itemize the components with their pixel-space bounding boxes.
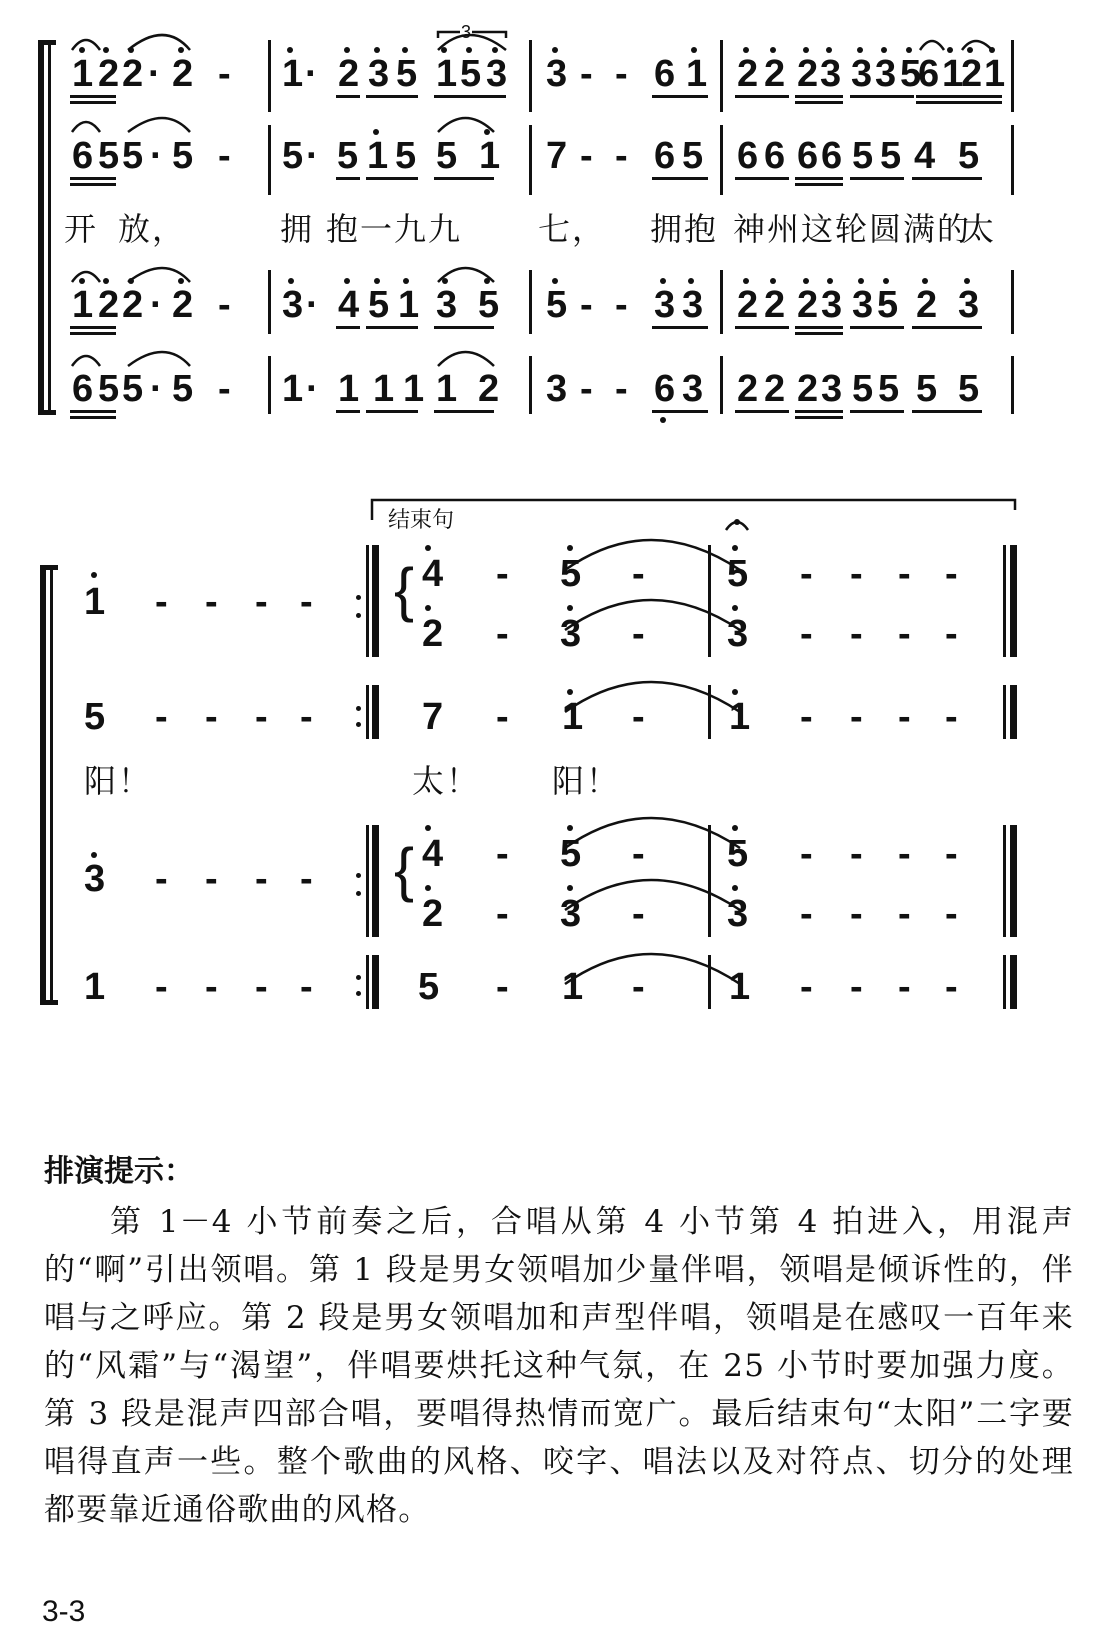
note: · bbox=[150, 368, 163, 410]
performance-notes bbox=[44, 1146, 1074, 1534]
note: - bbox=[632, 553, 645, 595]
note: 1 bbox=[562, 966, 584, 1008]
note: 2 bbox=[98, 284, 120, 326]
barline bbox=[708, 955, 711, 1009]
note: 6 bbox=[737, 135, 759, 177]
note: 1 bbox=[373, 368, 395, 410]
note: 1 bbox=[398, 284, 420, 326]
note: 5 bbox=[172, 368, 194, 410]
note: - bbox=[945, 833, 958, 875]
note: - bbox=[632, 613, 645, 655]
lyric: 放， bbox=[118, 210, 187, 248]
note: - bbox=[850, 613, 863, 655]
note: - bbox=[218, 135, 231, 177]
note: - bbox=[300, 858, 313, 900]
note: { bbox=[394, 836, 415, 903]
barline bbox=[708, 545, 711, 657]
note: 3 bbox=[368, 53, 390, 95]
note: 5 bbox=[916, 368, 938, 410]
note: 6 bbox=[764, 135, 786, 177]
note: 3 bbox=[560, 893, 582, 935]
note: 5 bbox=[122, 368, 144, 410]
note: - bbox=[632, 966, 645, 1008]
note: - bbox=[255, 581, 268, 623]
note: 5 bbox=[282, 135, 304, 177]
note: 1 bbox=[367, 135, 389, 177]
note: - bbox=[898, 553, 911, 595]
note: 4 bbox=[422, 553, 444, 595]
note: - bbox=[155, 966, 168, 1008]
note: - bbox=[800, 553, 813, 595]
note: - bbox=[218, 368, 231, 410]
note: - bbox=[945, 696, 958, 738]
note: - bbox=[255, 696, 268, 738]
barline bbox=[1003, 545, 1006, 657]
lyric: 太 bbox=[962, 210, 997, 248]
note: 1 bbox=[729, 696, 751, 738]
note: 1 bbox=[338, 368, 360, 410]
lyric: 神州这轮圆满的 bbox=[733, 210, 972, 248]
note: 1 bbox=[72, 53, 94, 95]
note: 3 bbox=[436, 284, 458, 326]
note: · bbox=[306, 284, 319, 326]
note: 5 bbox=[396, 53, 418, 95]
final-bar bbox=[1010, 955, 1017, 1009]
final-bar bbox=[1010, 545, 1017, 657]
repeat-bar bbox=[372, 685, 379, 739]
note: 5 bbox=[546, 284, 568, 326]
note: · bbox=[148, 53, 161, 95]
note: 3 bbox=[546, 53, 568, 95]
note: 1 bbox=[562, 696, 584, 738]
note: 7 bbox=[422, 696, 444, 738]
note: 2 bbox=[737, 284, 759, 326]
repeat-bar bbox=[372, 825, 379, 937]
note: 1 bbox=[686, 53, 708, 95]
note: 3 bbox=[852, 284, 874, 326]
note: 1 bbox=[729, 966, 751, 1008]
note: - bbox=[205, 858, 218, 900]
note: 2 bbox=[797, 284, 819, 326]
note: 3 bbox=[654, 284, 676, 326]
notes-body: 第 1－4 小节前奏之后，合唱从第 4 小节第 4 拍进入，用混声的“啊”引出领唱。第 1 段是男女领唱加少量伴唱，领唱是倾诉性的，伴唱与之呼应。第 2 段是男女领唱加和声型伴唱，领唱是在感叹一百年来的“风霜”与“渴望”，伴唱要烘托这种气氛，在 25 小节时要加强力度。第 3 段是混声四部合唱，要唱得热情而宽广。最后结束句“太阳”二字要唱得直声一些。整个歌曲的风格、咬字、唱法以及对符点、切分的处理都要靠近通俗歌曲的风格。 bbox=[44, 1204, 1074, 1528]
note: 5 bbox=[98, 368, 120, 410]
note: 5 bbox=[560, 833, 582, 875]
lyric: 阳！ bbox=[84, 762, 153, 800]
note: 3 bbox=[682, 284, 704, 326]
note: - bbox=[496, 966, 509, 1008]
note: 5 bbox=[878, 368, 900, 410]
note: - bbox=[218, 53, 231, 95]
lyric: 阳！ bbox=[552, 762, 621, 800]
note: 3 bbox=[682, 368, 704, 410]
note: - bbox=[850, 553, 863, 595]
note: · bbox=[150, 135, 163, 177]
note: 3 bbox=[820, 53, 842, 95]
final-bar bbox=[1010, 685, 1017, 739]
note: - bbox=[205, 581, 218, 623]
lyric: 拥抱 bbox=[650, 210, 719, 248]
barline bbox=[708, 685, 711, 739]
note: 2 bbox=[172, 53, 194, 95]
note: - bbox=[898, 966, 911, 1008]
repeat-dot bbox=[356, 613, 361, 618]
note: 2 bbox=[422, 893, 444, 935]
note: - bbox=[255, 966, 268, 1008]
note: 2 bbox=[478, 368, 500, 410]
note: 5 bbox=[727, 833, 749, 875]
note: 3 bbox=[546, 368, 568, 410]
note: 5 bbox=[958, 135, 980, 177]
note: 5 bbox=[172, 135, 194, 177]
note: - bbox=[300, 696, 313, 738]
note: · bbox=[305, 53, 318, 95]
note: 2 bbox=[764, 368, 786, 410]
note: - bbox=[496, 893, 509, 935]
note: 4 bbox=[338, 284, 360, 326]
note: 5 bbox=[852, 135, 874, 177]
tuplet-number: 3 bbox=[461, 22, 472, 42]
note: 3 bbox=[821, 284, 843, 326]
note: - bbox=[496, 613, 509, 655]
note: 5 bbox=[368, 284, 390, 326]
bracket-cap-top bbox=[40, 565, 58, 570]
note: 1 bbox=[984, 53, 1006, 95]
section-label: 结束句 bbox=[388, 508, 455, 533]
note: - bbox=[632, 833, 645, 875]
notes-title: 排演提示： bbox=[44, 1154, 194, 1189]
note: 6 bbox=[654, 135, 676, 177]
note: 2 bbox=[737, 368, 759, 410]
note: 6 bbox=[72, 135, 94, 177]
note: 3 bbox=[727, 613, 749, 655]
note: 3 bbox=[821, 368, 843, 410]
note: 5 bbox=[727, 553, 749, 595]
note: - bbox=[800, 966, 813, 1008]
note: 5 bbox=[478, 284, 500, 326]
note: 2 bbox=[172, 284, 194, 326]
note: 2 bbox=[122, 284, 144, 326]
note: - bbox=[255, 858, 268, 900]
note: 6 bbox=[821, 135, 843, 177]
note: 3 bbox=[875, 53, 897, 95]
repeat-dot bbox=[356, 891, 361, 896]
note: 6 bbox=[654, 53, 676, 95]
note: - bbox=[898, 833, 911, 875]
repeat-dot bbox=[356, 722, 361, 727]
note: 5 bbox=[900, 53, 922, 95]
note: - bbox=[850, 966, 863, 1008]
note: - bbox=[615, 368, 628, 410]
note: - bbox=[800, 696, 813, 738]
barline bbox=[366, 955, 369, 1009]
note: 2 bbox=[122, 53, 144, 95]
note: - bbox=[945, 966, 958, 1008]
note: 3 bbox=[84, 858, 106, 900]
repeat-dot bbox=[356, 991, 361, 996]
note: - bbox=[898, 893, 911, 935]
note: - bbox=[632, 893, 645, 935]
note: 4 bbox=[422, 833, 444, 875]
note: - bbox=[155, 696, 168, 738]
note: - bbox=[496, 833, 509, 875]
note: 4 bbox=[914, 135, 936, 177]
note: 3 bbox=[282, 284, 304, 326]
note: 2 bbox=[737, 53, 759, 95]
note: · bbox=[306, 135, 319, 177]
note: - bbox=[615, 135, 628, 177]
note: - bbox=[850, 696, 863, 738]
note: 1 bbox=[72, 284, 94, 326]
system-bracket bbox=[40, 565, 46, 1005]
note: 3 bbox=[727, 893, 749, 935]
note: - bbox=[155, 858, 168, 900]
note: 5 bbox=[880, 135, 902, 177]
barline bbox=[1003, 825, 1006, 937]
note: - bbox=[945, 613, 958, 655]
note: 1 bbox=[282, 53, 304, 95]
note: 5 bbox=[560, 553, 582, 595]
note: 2 bbox=[916, 284, 938, 326]
note: 6 bbox=[654, 368, 676, 410]
note: 5 bbox=[436, 135, 458, 177]
note: 2 bbox=[422, 613, 444, 655]
note: - bbox=[300, 966, 313, 1008]
note: 3 bbox=[851, 53, 873, 95]
note: 5 bbox=[84, 696, 106, 738]
note: - bbox=[496, 696, 509, 738]
lyric: 抱一九九 bbox=[326, 210, 463, 248]
note: 5 bbox=[98, 135, 120, 177]
note: 2 bbox=[338, 53, 360, 95]
barline bbox=[1003, 685, 1006, 739]
note: 1 bbox=[479, 135, 501, 177]
note: - bbox=[580, 368, 593, 410]
note: 1 bbox=[436, 53, 458, 95]
note: 5 bbox=[852, 368, 874, 410]
note: - bbox=[496, 553, 509, 595]
note: - bbox=[632, 696, 645, 738]
note: 5 bbox=[682, 135, 704, 177]
barline bbox=[366, 545, 369, 657]
note: - bbox=[898, 613, 911, 655]
repeat-dot bbox=[356, 975, 361, 980]
note: - bbox=[205, 696, 218, 738]
note: - bbox=[615, 53, 628, 95]
system-start-line bbox=[50, 565, 53, 1005]
note: - bbox=[580, 284, 593, 326]
note: - bbox=[898, 696, 911, 738]
note: 5 bbox=[877, 284, 899, 326]
note: - bbox=[218, 284, 231, 326]
repeat-dot bbox=[356, 873, 361, 878]
note: 2 bbox=[797, 53, 819, 95]
note: - bbox=[155, 581, 168, 623]
note: - bbox=[945, 893, 958, 935]
lyric: 七， bbox=[538, 210, 607, 248]
barline bbox=[366, 685, 369, 739]
barline bbox=[708, 825, 711, 937]
note: { bbox=[394, 556, 415, 623]
note: - bbox=[580, 53, 593, 95]
note: 3 bbox=[560, 613, 582, 655]
note: 3 bbox=[486, 53, 508, 95]
repeat-bar bbox=[372, 545, 379, 657]
bracket-cap-bottom bbox=[40, 1000, 58, 1005]
note: 5 bbox=[337, 135, 359, 177]
note: 6 bbox=[72, 368, 94, 410]
note: 2 bbox=[764, 53, 786, 95]
note: 3 bbox=[958, 284, 980, 326]
lyric: 太！ bbox=[412, 762, 481, 800]
note: 7 bbox=[546, 135, 568, 177]
note: 2 bbox=[764, 284, 786, 326]
note: 2 bbox=[98, 53, 120, 95]
note: 1 bbox=[436, 368, 458, 410]
lyric: 拥 bbox=[280, 210, 315, 248]
barline bbox=[366, 825, 369, 937]
note: 1 bbox=[282, 368, 304, 410]
lyric: 开 bbox=[64, 210, 99, 248]
note: 1 bbox=[84, 581, 106, 623]
barline bbox=[1003, 955, 1006, 1009]
note: 1 bbox=[403, 368, 425, 410]
note: - bbox=[800, 893, 813, 935]
note: 1 bbox=[84, 966, 106, 1008]
repeat-dot bbox=[356, 706, 361, 711]
note: 2 bbox=[961, 53, 983, 95]
note: - bbox=[800, 833, 813, 875]
note: - bbox=[615, 284, 628, 326]
page-number: 3-3 bbox=[42, 1595, 86, 1628]
note: 5 bbox=[958, 368, 980, 410]
note: · bbox=[150, 284, 163, 326]
repeat-bar bbox=[372, 955, 379, 1009]
note: - bbox=[850, 893, 863, 935]
final-bar bbox=[1010, 825, 1017, 937]
note: - bbox=[945, 553, 958, 595]
note: - bbox=[850, 833, 863, 875]
note: - bbox=[580, 135, 593, 177]
note: 6 bbox=[797, 135, 819, 177]
note: 6 bbox=[918, 53, 940, 95]
note: 5 bbox=[460, 53, 482, 95]
note: 5 bbox=[418, 966, 440, 1008]
note: · bbox=[306, 368, 319, 410]
repeat-dot bbox=[356, 595, 361, 600]
note: - bbox=[205, 966, 218, 1008]
note: 5 bbox=[395, 135, 417, 177]
note: 2 bbox=[797, 368, 819, 410]
note: 5 bbox=[122, 135, 144, 177]
note: - bbox=[300, 581, 313, 623]
note: - bbox=[800, 613, 813, 655]
note: 1 bbox=[942, 53, 964, 95]
